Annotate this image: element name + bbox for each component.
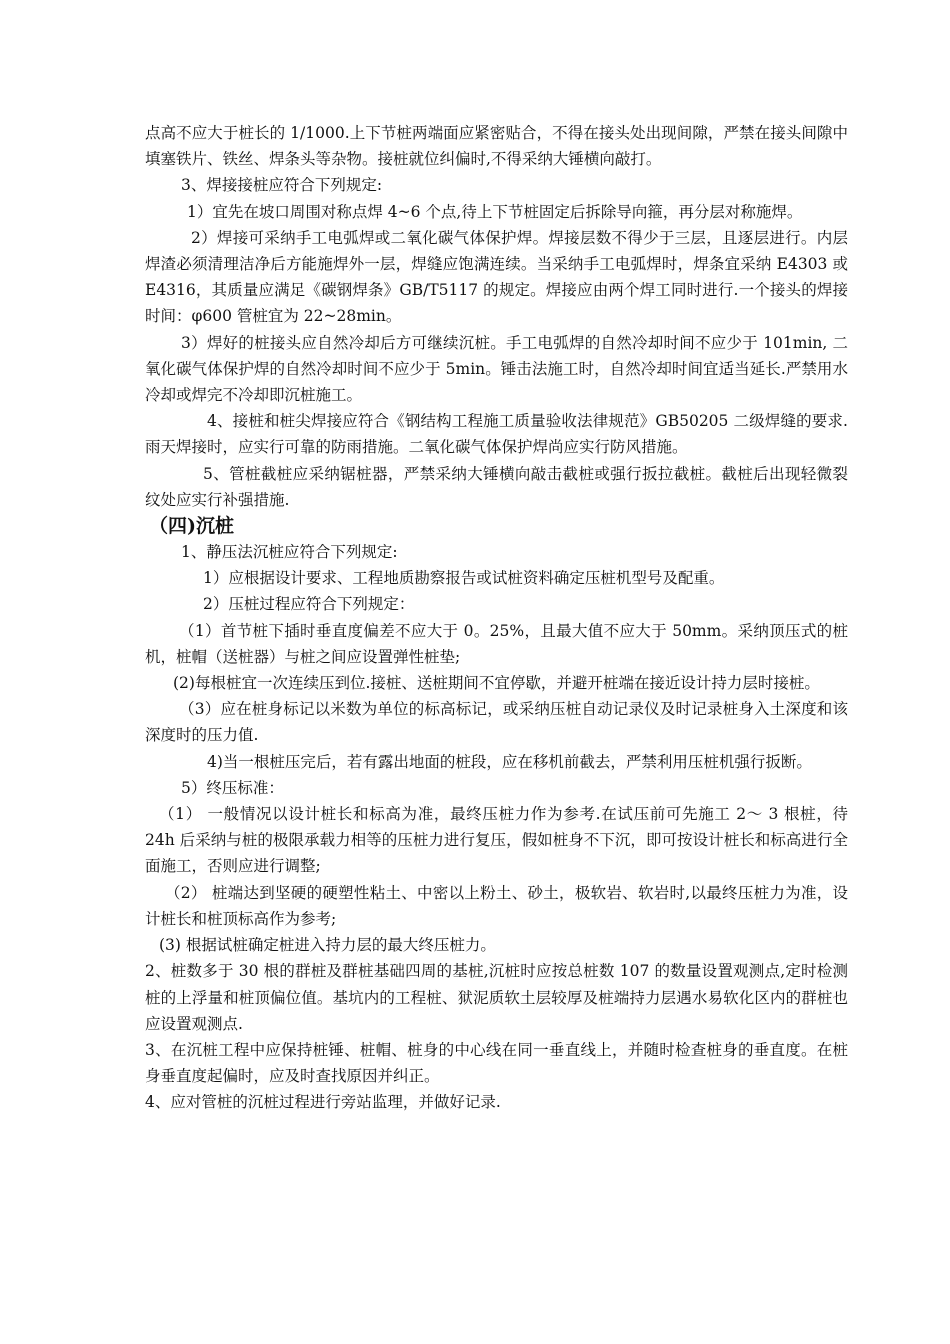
paragraph-pile-cutting: 5、管桩截桩应采纳锯桩器，严禁采纳大锤横向敲击截桩或强行扳拉截桩。截桩后出现轻微裂纹处应实行补强措施. xyxy=(145,464,848,509)
paragraph-supervision: 4、应对管桩的沉桩过程进行旁站监理，并做好记录. xyxy=(145,1093,501,1112)
paragraph-final-press-heading: 5）终压标准： xyxy=(181,778,284,797)
paragraph-static-press-rule-1: 1）应根据设计要求、工程地质勘察报告或试桩资料确定压桩机型号及配重。 xyxy=(203,569,725,588)
section-heading-pile-sinking: （四)沉桩 xyxy=(149,515,234,538)
paragraph-observation-points: 2、桩数多于 30 根的群桩及群桩基础四周的基桩,沉桩时应按总桩数 107 的数量设置观测点,定时检测桩的上浮量和桩顶偏位值。基坑内的工程桩、狱泥质软土层较厚及桩端持力层遇水易软化区内的群桩也应设置观测点. xyxy=(145,962,848,1033)
paragraph-pile-alignment: 点高不应大于桩长的 1/1000.上下节桩两端面应紧密贴合，不得在接头处出现间隙，严禁在接头间隙中填塞铁片、铁丝、焊条头等杂物。接桩就位纠偏时,不得采纳大锤横向敲打。 xyxy=(145,124,848,169)
paragraph-press-item-4: 4)当一根桩压完后，若有露出地面的桩段，应在移机前截去，严禁利用压桩机强行扳断。 xyxy=(207,752,812,771)
paragraph-press-item-1: （1）首节桩下插时垂直度偏差不应大于 0。25%，且最大值不应大于 50mm。采纳顶压式的桩机，桩帽（送桩器）与桩之间应设置弹性桩垫; xyxy=(145,621,848,666)
paragraph-press-item-3: （3）应在桩身标记以米数为单位的标高标记，或采纳压桩自动记录仪及时记录桩身入土深度和该深度时的压力值. xyxy=(145,700,848,745)
paragraph-welding-rule-1: 1）宜先在坡口周围对称点焊 4~6 个点,待上下节桩固定后拆除导向箍，再分层对称施焊。 xyxy=(187,202,803,221)
paragraph-final-press-3: (3) 根据试桩确定桩进入持力层的最大终压桩力。 xyxy=(159,936,496,955)
paragraph-weld-quality: 4、接桩和桩尖焊接应符合《钢结构工程施工质量验收法律规范》GB50205 二级焊缝的要求.雨天焊接时，应实行可靠的防雨措施。二氧化碳气体保护焊尚应实行防风措施。 xyxy=(145,412,848,457)
paragraph-final-press-1: （1） 一般情况以设计桩长和标高为准，最终压桩力作为参考.在试压前可先施工 2～ 3 根桩，待 24h 后采纳与桩的极限承载力相等的压桩力进行复压，假如桩身不下沉，即可按设计桩长和标高进行全面施工，否则应进行调整; xyxy=(145,805,848,876)
document-body xyxy=(145,120,848,1116)
paragraph-welding-rule-2: 2）焊接可采纳手工电弧焊或二氧化碳气体保护焊。焊接层数不得少于三层，且逐层进行。内层焊渣必须清理洁净后方能施焊外一层，焊缝应饱满连续。当采纳手工电弧焊时，焊条宜采纳 E4303 或 E4316，其质量应满足《碳钢焊条》GB/T5117 的规定。焊接应由两个焊工同时进行.一个接头的焊接时间：φ600 管桩宜为 22~28min。 xyxy=(145,228,848,326)
paragraph-welding-rules-heading: 3、焊接接桩应符合下列规定: xyxy=(181,176,383,195)
paragraph-static-press-rule-2: 2）压桩过程应符合下列规定： xyxy=(203,595,415,614)
paragraph-static-press-heading: 1、静压法沉桩应符合下列规定: xyxy=(181,543,398,562)
paragraph-press-item-2: (2)每根桩宜一次连续压到位.接桩、送桩期间不宜停歇，并避开桩端在接近设计持力层时接桩。 xyxy=(173,674,820,693)
paragraph-final-press-2: （2） 桩端达到坚硬的硬塑性粘土、中密以上粉土、砂土，极软岩、软岩时,以最终压桩力为准，设计桩长和桩顶标高作为参考; xyxy=(145,883,848,928)
paragraph-welding-rule-3: 3）焊好的桩接头应自然冷却后方可继续沉桩。手工电弧焊的自然冷却时间不应少于 101min, 二氧化碳气体保护焊的自然冷却时间不应少于 5min。锤击法施工时，自然冷却时间宜适当延长.严禁用水冷却或焊完不冷却即沉桩施工。 xyxy=(145,333,848,405)
paragraph-verticality: 3、在沉桩工程中应保持桩锤、桩帽、桩身的中心线在同一垂直线上，并随时检查桩身的垂直度。在桩身垂直度起偏时，应及时查找原因并纠正。 xyxy=(145,1040,848,1086)
